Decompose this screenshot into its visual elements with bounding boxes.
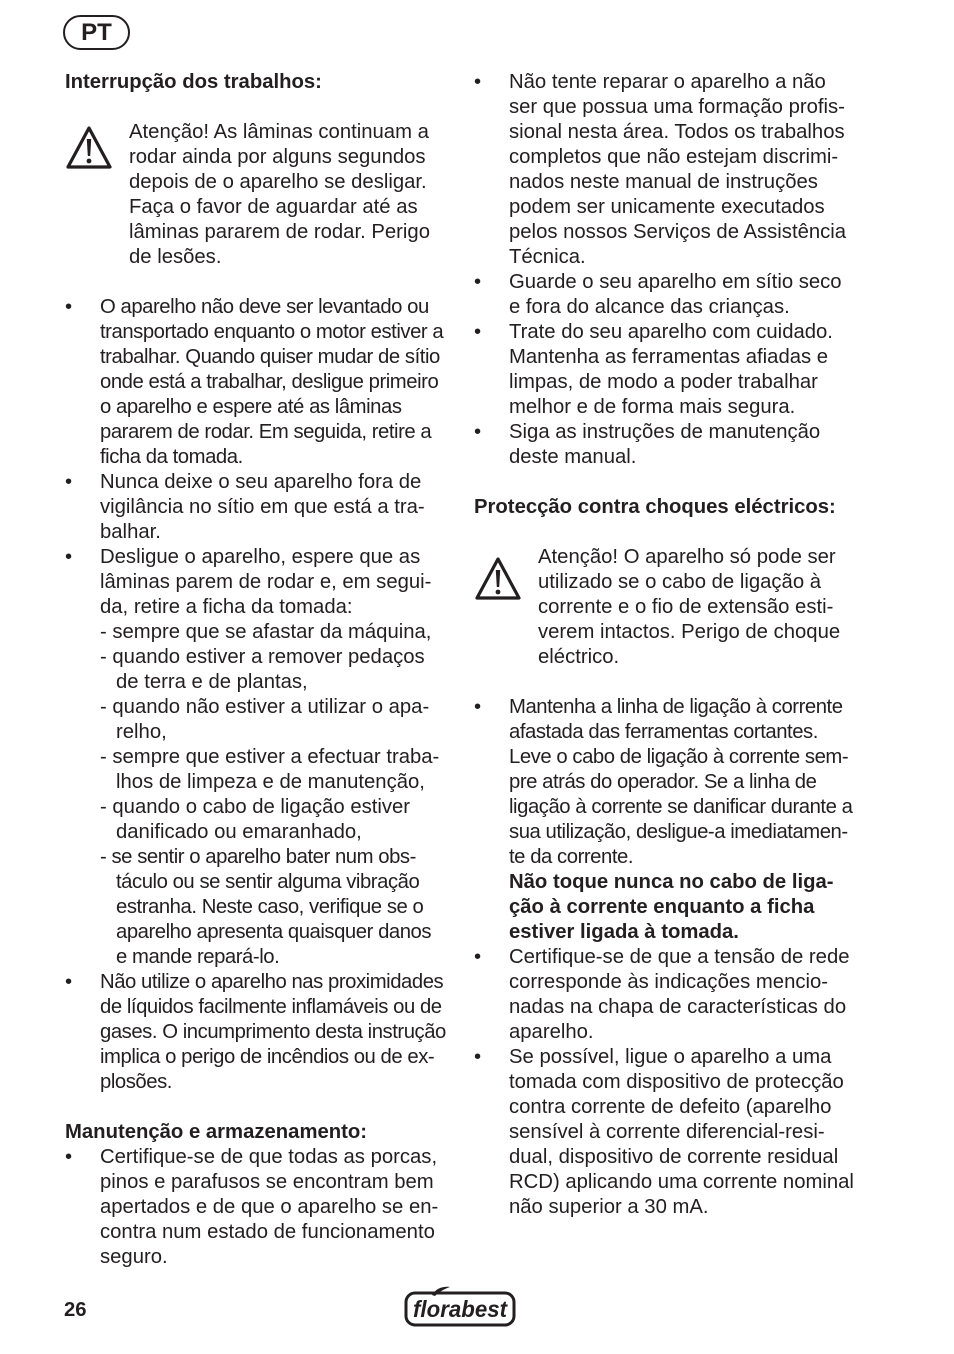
list-item-text: Se possível, ligue o aparelho a uma tomada com dispositivo de protecção contra corrente de defeito (aparelho sensível à corrente diferencial-resi- dual, dispositivo de corrente residual RCD) aplicando uma corrente nominal não superior a 30 mA.: [509, 1046, 854, 1218]
list-item-text: Guarde o seu aparelho em sítio seco e fora do alcance das crianças.: [509, 271, 842, 318]
list-item-text: Nunca deixe o seu aparelho fora de vigilância no sítio em que está a tra- balhar.: [100, 471, 425, 543]
bullet-glyph: •: [474, 321, 482, 343]
list-item: [65, 1145, 460, 1270]
list-item-text: O aparelho não deve ser levantado ou transportado enquanto o motor estiver a trabalhar. Quando quiser mudar de sítio onde está a trabalhar, desligue primeiro o aparelho e espere até as lâminas pararem de rodar. Em seguida, retire a ficha da tomada.: [100, 296, 444, 468]
bullet-glyph: •: [65, 971, 73, 993]
page-number: 26: [64, 1299, 87, 1321]
safety-list: [65, 295, 460, 1095]
list-item-text: Não tente reparar o aparelho a não ser que possua uma formação profis- sional nesta área. Todos os trabalhos completos que não estejam discrimi- nados neste manual de instruções podem ser unicamente executados pelos nossos Serviços de Assistência Técnica.: [509, 71, 847, 268]
list-item-text: Siga as instruções de manutenção deste manual.: [509, 421, 821, 468]
sub-list-item: - quando não estiver a utilizar o apa- relho,: [100, 696, 430, 743]
language-badge: [63, 15, 130, 50]
bullet-glyph: •: [65, 471, 73, 493]
list-item: [474, 945, 874, 1045]
list-item: [65, 470, 460, 545]
list-item: [474, 320, 874, 420]
list-item: [474, 1045, 874, 1220]
electric-warning: [474, 545, 874, 670]
list-item-emphasis: Não toque nunca no cabo de liga- ção à corrente enquanto a ficha estiver ligada à tomada.: [509, 871, 834, 943]
brand-name: florabest: [413, 1296, 509, 1322]
warning-text: Atenção! As lâminas continuam a rodar ainda por alguns segundos depois de o aparelho se desligar. Faça o favor de aguardar até as lâminas pararem de rodar. Perigo de lesões.: [129, 121, 430, 268]
bullet-glyph: •: [65, 1146, 73, 1168]
left-column: [65, 70, 460, 1270]
list-item-text: Mantenha a linha de ligação à corrente afastada das ferramentas cortantes. Leve o cabo de ligação à corrente sem- pre atrás do operador. Se a linha de ligação à corrente se danificar durante a sua utilização, desligue-a imediatamen- te da corrente.: [509, 696, 853, 868]
bullet-glyph: •: [474, 696, 482, 718]
list-item-text: Certifique-se de que todas as porcas, pinos e parafusos se encontram bem apertados e de que o aparelho se en- contra num estado de funcionamento seguro.: [100, 1146, 439, 1268]
bullet-glyph: •: [474, 271, 482, 293]
list-item: [65, 970, 460, 1095]
bullet-glyph: •: [474, 71, 482, 93]
list-item-text: Certifique-se de que a tensão de rede corresponde às indicações mencio- nadas na chapa de características do aparelho.: [509, 946, 850, 1043]
warning-text: Atenção! O aparelho só pode ser utilizado se o cabo de ligação à corrente e o fio de extensão esti- verem intactos. Perigo de choque eléctrico.: [538, 546, 841, 668]
electric-protection-heading: Protecção contra choques eléctricos:: [474, 496, 836, 518]
bullet-glyph: •: [65, 296, 73, 318]
sub-list-item: - quando estiver a remover pedaços de terra e de plantas,: [100, 646, 425, 693]
list-item-text: Desligue o aparelho, espere que as lâminas parem de rodar e, em segui- da, retire a ficha da tomada:: [100, 546, 432, 618]
list-item: [474, 695, 874, 945]
list-item: [474, 70, 874, 270]
interruption-warning: [65, 120, 460, 270]
language-code: PT: [81, 18, 112, 46]
right-column: [474, 70, 874, 1220]
interruption-heading: Interrupção dos trabalhos:: [65, 71, 322, 93]
sub-list-item: - sempre que estiver a efectuar traba- lhos de limpeza e de manutenção,: [100, 746, 440, 793]
bullet-glyph: •: [474, 946, 482, 968]
list-item: [474, 270, 874, 320]
list-item: [65, 295, 460, 470]
sub-list-item: - sempre que se afastar da máquina,: [100, 621, 432, 643]
sub-list-item: - se sentir o aparelho bater num obs- táculo ou se sentir alguma vibração estranha. Neste caso, verifique se o aparelho apresenta quaisquer danos e mande repará-lo.: [100, 846, 432, 968]
bullet-glyph: •: [65, 546, 73, 568]
warning-triangle-icon: [66, 125, 112, 171]
list-item-text: Trate do seu aparelho com cuidado. Mantenha as ferramentas afiadas e limpas, de modo a poder trabalhar melhor e de forma mais segura.: [509, 321, 833, 418]
list-item-text: Não utilize o aparelho nas proximidades de líquidos facilmente inflamáveis ou de gases. O incumprimento desta instrução implica o perigo de incêndios ou de ex- plosões.: [100, 971, 446, 1093]
bullet-glyph: •: [474, 1046, 482, 1068]
warning-triangle-icon: [475, 556, 521, 602]
list-item: [65, 545, 460, 970]
sub-list-item: - quando o cabo de ligação estiver danificado ou emaranhado,: [100, 796, 411, 843]
maintenance-heading: Manutenção e armazenamento:: [65, 1121, 368, 1143]
bullet-glyph: •: [474, 421, 482, 443]
maintenance-list-continued: [474, 70, 874, 470]
florabest-logo: [404, 1285, 516, 1327]
electric-list: [474, 695, 874, 1220]
maintenance-list: [65, 1145, 460, 1270]
list-item: [474, 420, 874, 470]
